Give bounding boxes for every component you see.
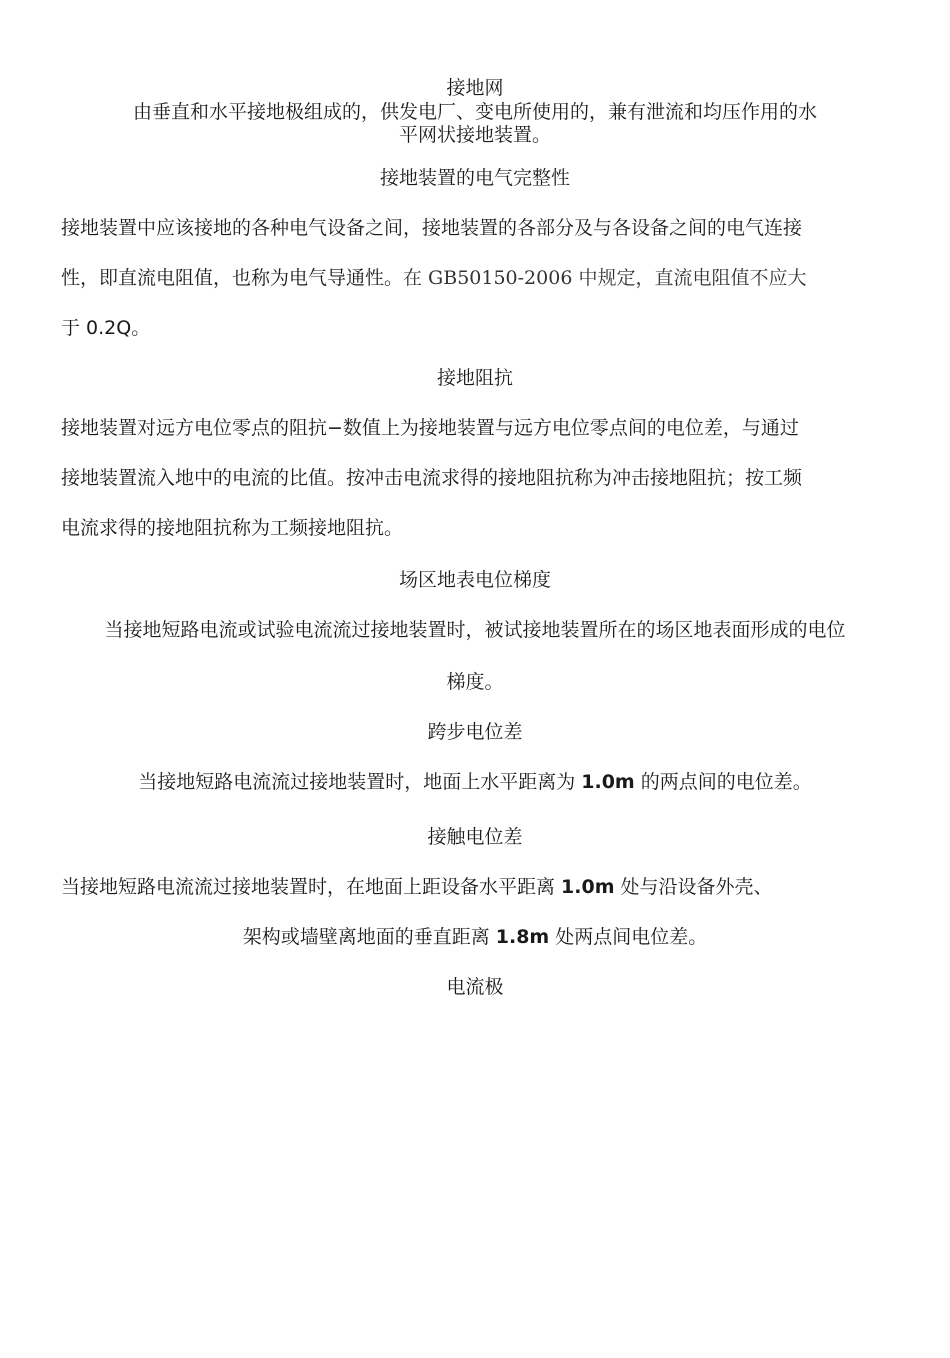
step-distance-value: 1.0m [581,771,635,793]
surface-potential-gradient-text-line-2: 梯度。 [446,671,504,693]
heading-surface-potential-gradient: 场区地表电位梯度 [398,569,551,591]
grounding-grid-text-line-1: 由垂直和水平接地极组成的，供发电厂、变电所使用的，兼有泄流和均压作用的水 [132,101,817,123]
heading-step-potential: 跨步电位差 [427,721,523,743]
touch-vertical-distance-value: 1.8m [495,926,550,948]
grounding-grid-text-line-2: 平网状接地装置。 [398,124,551,146]
step-potential-text-a: 当接地短路电流流过接地装置时，地面上水平距离为 [138,771,582,793]
grounding-impedance-text-line-1: 接地装置对远方电位零点的阻抗−数值上为接地装置与远方电位零点间的电位差，与通过 [61,417,799,439]
touch-potential-text-line-2 [0,922,950,949]
touch-horizontal-distance-value: 1.0m [561,876,615,898]
touch-potential-text-a: 当接地短路电流流过接地装置时，在地面上距设备水平距离 [61,876,562,898]
touch-potential-text-line-1 [61,872,773,899]
standard-reference-text: 在 GB50150-2006 中规定，直流电阻值不应大 [403,267,807,289]
surface-potential-gradient-text-line-1: 当接地短路电流或试验电流流过接地装置时，被试接地装置所在的场区地表面形成的电位 [104,619,846,641]
electrical-integrity-text-line-3: 于 0.2Q。 [61,317,151,339]
touch-potential-text-d: 架构或墙壁离地面的垂直距离 [242,926,496,948]
heading-current-electrode: 电流极 [446,976,504,998]
electrical-integrity-text-line-1: 接地装置中应该接地的各种电气设备之间，接地装置的各部分及与各设备之间的电气连接 [61,217,803,239]
heading-grounding-grid: 接地网 [446,77,504,99]
heading-electrical-integrity: 接地装置的电气完整性 [379,167,570,189]
heading-touch-potential: 接触电位差 [427,826,523,848]
electrical-integrity-text-line-2a: 性，即直流电阻值，也称为电气导通性。 [61,267,404,289]
step-potential-text-line-1 [0,767,950,794]
touch-potential-text-e: 处两点间电位差。 [549,926,708,948]
grounding-impedance-text-line-2: 接地装置流入地中的电流的比值。按冲击电流求得的接地阻抗称为冲击接地阻抗；按工频 [61,467,803,489]
grounding-impedance-text-line-3: 电流求得的接地阻抗称为工频接地阻抗。 [61,517,404,539]
heading-grounding-impedance: 接地阻抗 [436,367,513,389]
electrical-integrity-text-line-2 [61,263,806,290]
step-potential-text-c: 的两点间的电位差。 [634,771,812,793]
touch-potential-text-c: 处与沿设备外壳、 [614,876,773,898]
